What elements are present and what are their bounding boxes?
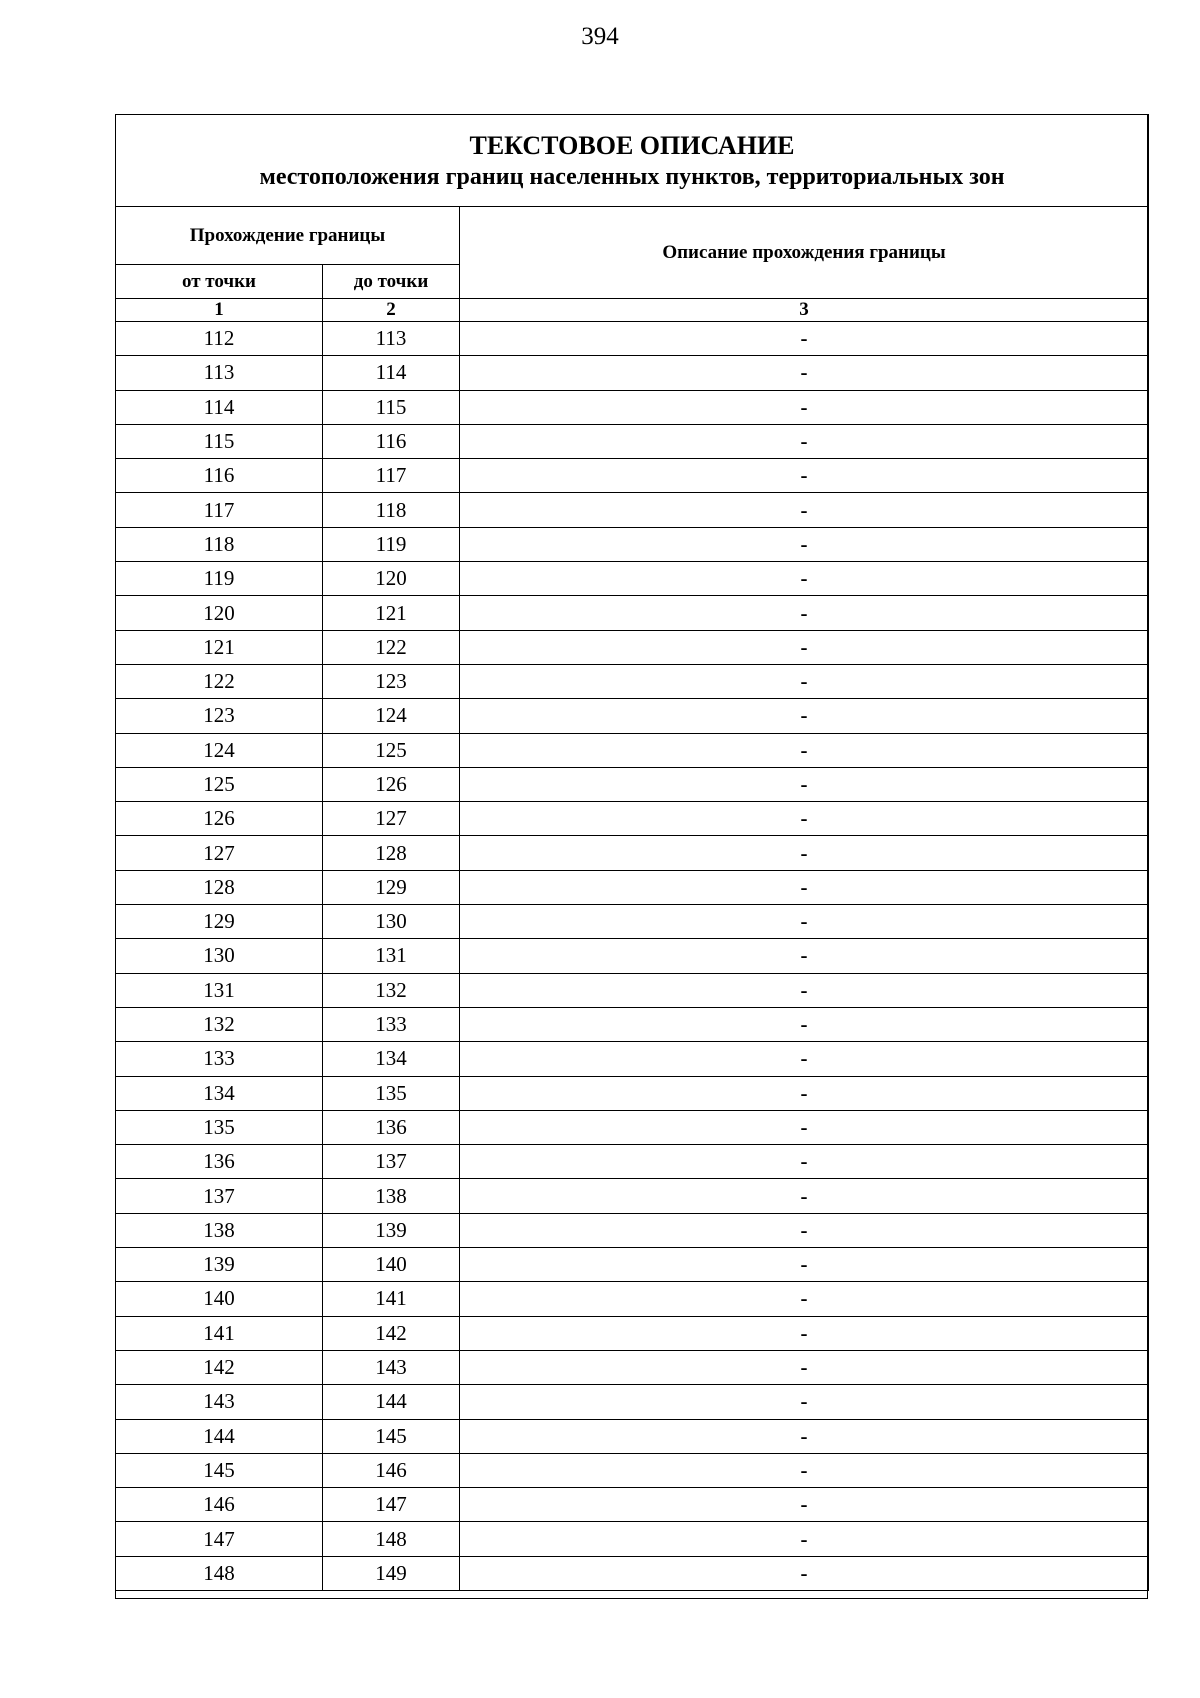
cell-description: - [460, 1076, 1149, 1110]
cell-to-point: 121 [323, 596, 460, 630]
table-row [116, 1419, 1149, 1453]
cell-to-point: 119 [323, 527, 460, 561]
cell-description: - [460, 493, 1149, 527]
cell-description: - [460, 1453, 1149, 1487]
boundary-description-table [115, 114, 1149, 1591]
table-row [116, 424, 1149, 458]
cell-from-point: 135 [116, 1110, 323, 1144]
cell-description: - [460, 733, 1149, 767]
cell-to-point: 117 [323, 459, 460, 493]
cell-to-point: 138 [323, 1179, 460, 1213]
table-row [116, 562, 1149, 596]
cell-description: - [460, 459, 1149, 493]
cell-to-point: 124 [323, 699, 460, 733]
cell-to-point: 116 [323, 424, 460, 458]
cell-description: - [460, 322, 1149, 356]
cell-from-point: 118 [116, 527, 323, 561]
cell-to-point: 149 [323, 1556, 460, 1590]
cell-to-point: 145 [323, 1419, 460, 1453]
table-row [116, 459, 1149, 493]
cell-to-point: 128 [323, 836, 460, 870]
table-row [116, 1282, 1149, 1316]
header-description: Описание прохождения границы [460, 207, 1149, 299]
table-row [116, 527, 1149, 561]
cell-to-point: 137 [323, 1145, 460, 1179]
cell-description: - [460, 1042, 1149, 1076]
cell-to-point: 135 [323, 1076, 460, 1110]
table-row [116, 1076, 1149, 1110]
table-row [116, 493, 1149, 527]
cell-from-point: 140 [116, 1282, 323, 1316]
column-number-3: 3 [460, 299, 1149, 322]
table-row [116, 733, 1149, 767]
cell-from-point: 120 [116, 596, 323, 630]
cell-description: - [460, 527, 1149, 561]
table-row [116, 973, 1149, 1007]
table-row [116, 1350, 1149, 1384]
table-row [116, 870, 1149, 904]
cell-description: - [460, 1556, 1149, 1590]
cell-to-point: 120 [323, 562, 460, 596]
table-title [116, 115, 1149, 207]
column-number-1: 1 [116, 299, 323, 322]
table-row [116, 1179, 1149, 1213]
cell-to-point: 146 [323, 1453, 460, 1487]
cell-from-point: 144 [116, 1419, 323, 1453]
cell-to-point: 122 [323, 630, 460, 664]
cell-from-point: 126 [116, 802, 323, 836]
cell-from-point: 148 [116, 1556, 323, 1590]
cell-from-point: 137 [116, 1179, 323, 1213]
cell-from-point: 117 [116, 493, 323, 527]
cell-from-point: 147 [116, 1522, 323, 1556]
cell-description: - [460, 1007, 1149, 1041]
column-number-row [116, 299, 1149, 322]
cell-description: - [460, 424, 1149, 458]
cell-to-point: 134 [323, 1042, 460, 1076]
cell-from-point: 112 [116, 322, 323, 356]
table-row [116, 699, 1149, 733]
cell-from-point: 128 [116, 870, 323, 904]
table-row [116, 596, 1149, 630]
column-number-2: 2 [323, 299, 460, 322]
cell-from-point: 139 [116, 1248, 323, 1282]
cell-to-point: 136 [323, 1110, 460, 1144]
table-row [116, 356, 1149, 390]
cell-from-point: 123 [116, 699, 323, 733]
cell-description: - [460, 1110, 1149, 1144]
cell-description: - [460, 1488, 1149, 1522]
cell-to-point: 142 [323, 1316, 460, 1350]
cell-description: - [460, 802, 1149, 836]
table-row [116, 767, 1149, 801]
cell-to-point: 118 [323, 493, 460, 527]
table-row [116, 1316, 1149, 1350]
cell-description: - [460, 1248, 1149, 1282]
cell-description: - [460, 1145, 1149, 1179]
cell-from-point: 115 [116, 424, 323, 458]
cell-from-point: 125 [116, 767, 323, 801]
table-row [116, 630, 1149, 664]
table-row [116, 664, 1149, 698]
cell-from-point: 143 [116, 1385, 323, 1419]
cell-description: - [460, 1350, 1149, 1384]
cell-from-point: 145 [116, 1453, 323, 1487]
cell-from-point: 113 [116, 356, 323, 390]
cell-from-point: 141 [116, 1316, 323, 1350]
cell-description: - [460, 630, 1149, 664]
cell-to-point: 129 [323, 870, 460, 904]
table-row [116, 836, 1149, 870]
cell-from-point: 121 [116, 630, 323, 664]
cell-from-point: 132 [116, 1007, 323, 1041]
cell-description: - [460, 390, 1149, 424]
header-from-point: от точки [116, 265, 323, 299]
cell-to-point: 144 [323, 1385, 460, 1419]
cell-to-point: 123 [323, 664, 460, 698]
cell-to-point: 139 [323, 1213, 460, 1247]
cell-description: - [460, 1213, 1149, 1247]
cell-from-point: 136 [116, 1145, 323, 1179]
table-row [116, 1453, 1149, 1487]
cell-to-point: 143 [323, 1350, 460, 1384]
table-row [116, 939, 1149, 973]
cell-description: - [460, 1179, 1149, 1213]
cell-to-point: 115 [323, 390, 460, 424]
cell-description: - [460, 973, 1149, 1007]
table-row [116, 1385, 1149, 1419]
cell-to-point: 125 [323, 733, 460, 767]
cell-description: - [460, 767, 1149, 801]
page-number: 394 [581, 23, 619, 50]
cell-from-point: 114 [116, 390, 323, 424]
cell-to-point: 141 [323, 1282, 460, 1316]
cell-to-point: 126 [323, 767, 460, 801]
cell-to-point: 140 [323, 1248, 460, 1282]
cell-from-point: 116 [116, 459, 323, 493]
cell-description: - [460, 1316, 1149, 1350]
cell-description: - [460, 939, 1149, 973]
cell-from-point: 122 [116, 664, 323, 698]
cell-description: - [460, 1522, 1149, 1556]
cell-description: - [460, 356, 1149, 390]
table-row [116, 322, 1149, 356]
cell-from-point: 138 [116, 1213, 323, 1247]
cell-description: - [460, 562, 1149, 596]
table-row [116, 390, 1149, 424]
cell-to-point: 127 [323, 802, 460, 836]
cell-to-point: 133 [323, 1007, 460, 1041]
cell-to-point: 130 [323, 905, 460, 939]
cell-to-point: 132 [323, 973, 460, 1007]
cell-to-point: 148 [323, 1522, 460, 1556]
cell-description: - [460, 870, 1149, 904]
cell-from-point: 134 [116, 1076, 323, 1110]
cell-from-point: 124 [116, 733, 323, 767]
cell-from-point: 131 [116, 973, 323, 1007]
cell-from-point: 142 [116, 1350, 323, 1384]
cell-from-point: 119 [116, 562, 323, 596]
cell-description: - [460, 699, 1149, 733]
header-row-top [116, 207, 1149, 265]
cell-description: - [460, 1385, 1149, 1419]
cell-to-point: 113 [323, 322, 460, 356]
table-row [116, 1145, 1149, 1179]
cell-from-point: 127 [116, 836, 323, 870]
cell-description: - [460, 1419, 1149, 1453]
cell-description: - [460, 1282, 1149, 1316]
cell-to-point: 114 [323, 356, 460, 390]
cell-to-point: 147 [323, 1488, 460, 1522]
title-row [116, 115, 1149, 207]
table-row [116, 802, 1149, 836]
table-row [116, 1110, 1149, 1144]
table-row [116, 1042, 1149, 1076]
table-row [116, 905, 1149, 939]
cell-from-point: 129 [116, 905, 323, 939]
title-main: ТЕКСТОВОЕ ОПИСАНИЕ [469, 130, 795, 160]
cell-from-point: 130 [116, 939, 323, 973]
table-row [116, 1213, 1149, 1247]
title-subtitle: местоположения границ населенных пунктов, территориальных зон [259, 163, 1005, 190]
table-row [116, 1007, 1149, 1041]
cell-from-point: 146 [116, 1488, 323, 1522]
cell-description: - [460, 905, 1149, 939]
table-row [116, 1556, 1149, 1590]
cell-description: - [460, 596, 1149, 630]
header-to-point: до точки [323, 265, 460, 299]
cell-from-point: 133 [116, 1042, 323, 1076]
cell-to-point: 131 [323, 939, 460, 973]
table-row [116, 1248, 1149, 1282]
cell-description: - [460, 836, 1149, 870]
table-row [116, 1522, 1149, 1556]
cell-description: - [460, 664, 1149, 698]
table-row [116, 1488, 1149, 1522]
header-passage: Прохождение границы [116, 207, 460, 265]
